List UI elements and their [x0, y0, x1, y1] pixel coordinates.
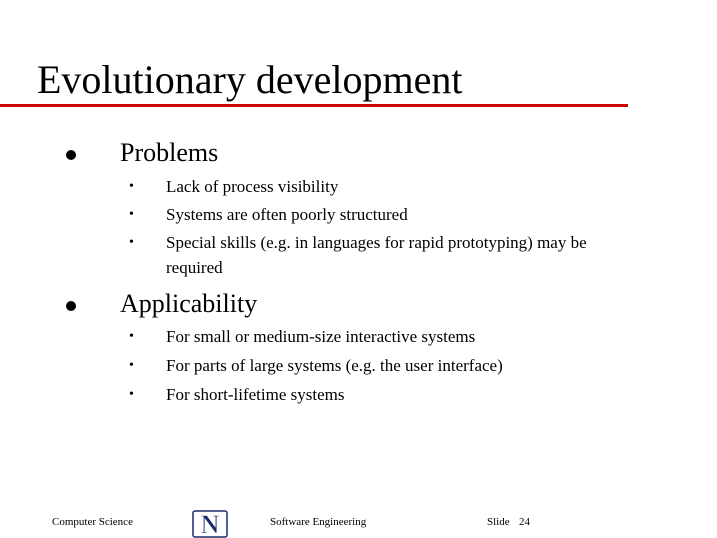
section-heading: Problems	[120, 138, 219, 167]
list-item: Systems are often poorly structured	[166, 205, 408, 224]
slide-title: Evolutionary development	[37, 57, 463, 102]
level2-bullet-icon: •	[129, 358, 134, 373]
level2-bullet-icon: •	[129, 235, 134, 250]
list-item: For small or medium-size interactive systems	[166, 327, 476, 346]
section-heading: Applicability	[120, 289, 258, 318]
level1-bullet-icon	[66, 150, 76, 160]
footer-course: Software Engineering	[270, 516, 367, 528]
list-item: For parts of large systems (e.g. the user interface)	[166, 356, 503, 375]
title-underline	[0, 104, 628, 107]
list-item: For short-lifetime systems	[166, 385, 345, 404]
level1-bullet-icon	[66, 301, 76, 311]
level2-bullet-icon: •	[129, 179, 134, 194]
list-item: Lack of process visibility	[166, 177, 339, 196]
logo-letter: N	[200, 510, 220, 538]
footer-slide-label: Slide	[487, 516, 510, 528]
footer-slide-number: 24	[519, 516, 530, 528]
list-item: Special skills (e.g. in languages for rapid prototyping) may be	[166, 233, 587, 252]
level2-bullet-icon: •	[129, 329, 134, 344]
university-logo-icon	[192, 510, 228, 538]
list-item-continuation: required	[166, 258, 223, 277]
footer-department: Computer Science	[52, 516, 133, 528]
level2-bullet-icon: •	[129, 387, 134, 402]
level2-bullet-icon: •	[129, 207, 134, 222]
